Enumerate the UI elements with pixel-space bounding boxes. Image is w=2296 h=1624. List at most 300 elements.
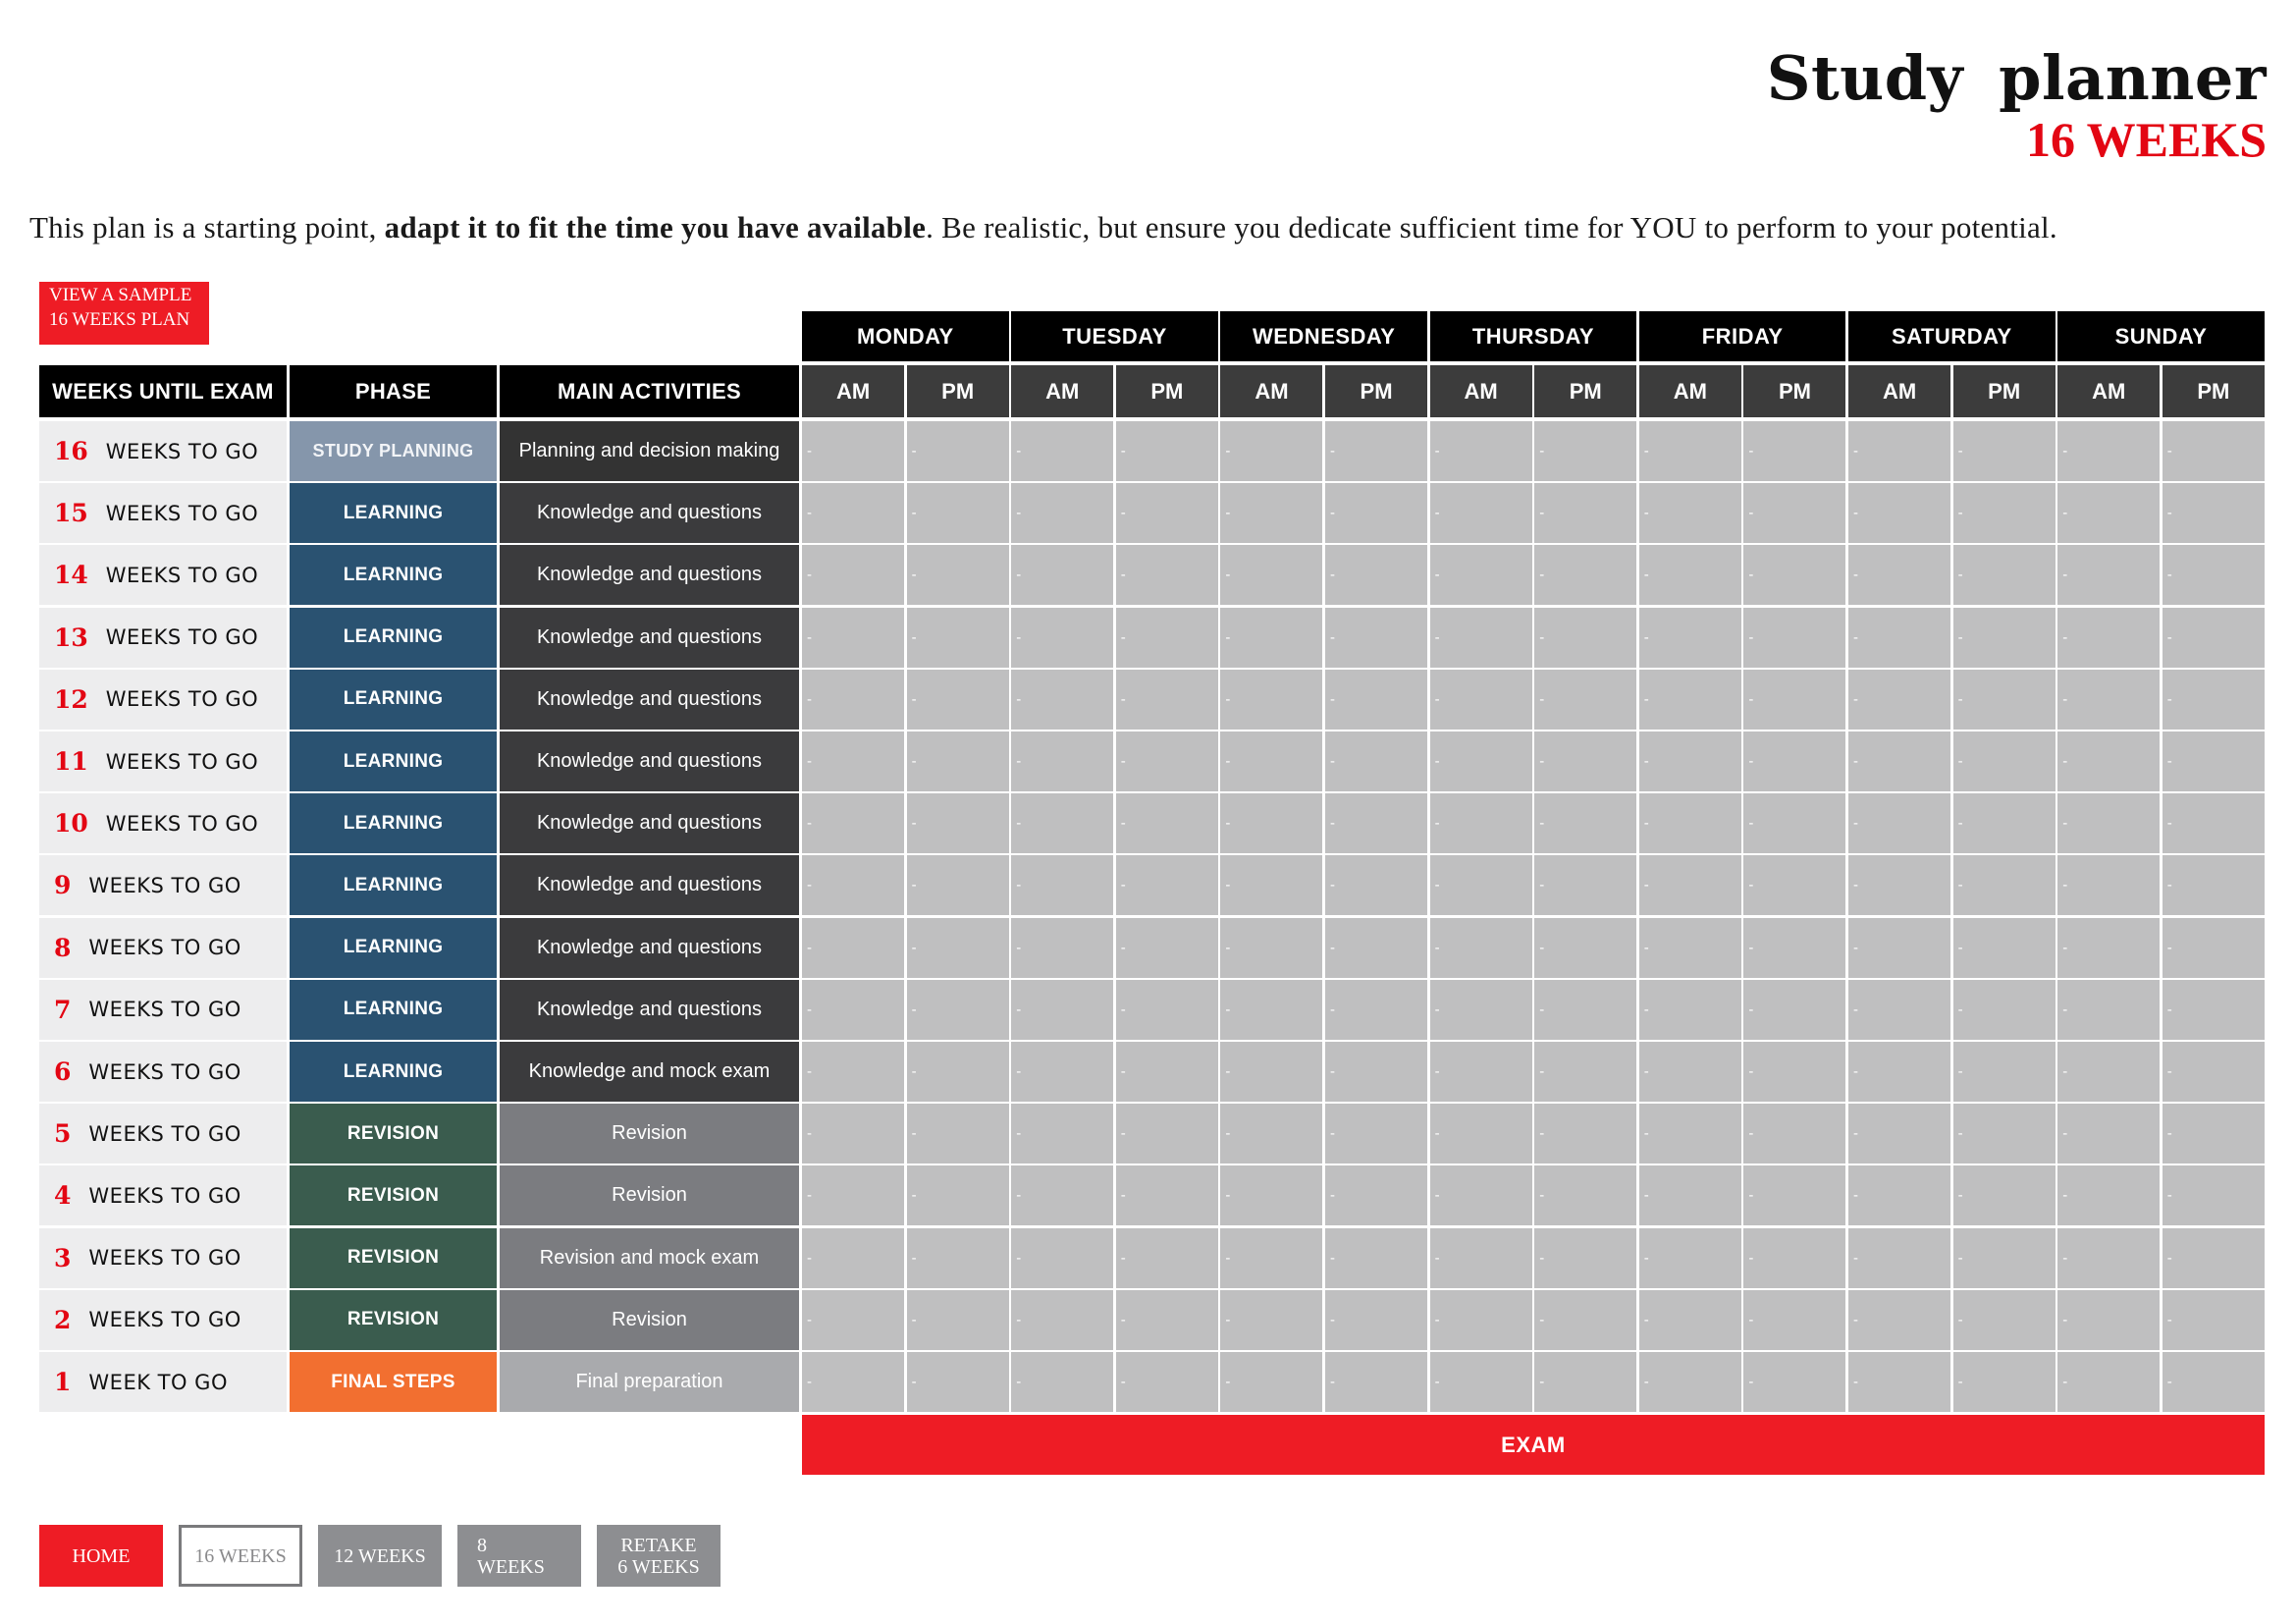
time-slot-input[interactable]: - [2163,1042,2265,1102]
time-slot-input[interactable]: - [1116,731,1218,791]
time-slot-input[interactable]: - [1534,918,1636,978]
time-slot-input[interactable]: - [1848,1290,1950,1350]
time-slot-input[interactable]: - [2163,545,2265,605]
time-slot-input[interactable]: - [1116,1104,1218,1164]
time-slot-input[interactable]: - [2163,483,2265,543]
activity-cell: Planning and decision making [500,421,799,481]
weeks-to-go-number: 13 [54,623,88,652]
time-slot-input[interactable]: - [2057,1104,2160,1164]
time-slot-input[interactable]: - [2057,793,2160,853]
week-row-label [39,545,287,605]
time-slot-input[interactable]: - [1325,421,1427,481]
time-slot-input[interactable]: - [2057,545,2160,605]
time-slot-input[interactable]: - [802,1042,904,1102]
weeks-to-go-label: WEEKS TO GO [88,998,241,1022]
time-slot-input[interactable]: - [1639,980,1741,1040]
time-slot-input[interactable]: - [1639,731,1741,791]
time-slot-input[interactable]: - [1011,731,1113,791]
time-slot-input[interactable]: - [1430,980,1532,1040]
time-slot-input[interactable]: - [802,1165,904,1225]
time-slot-input[interactable]: - [1220,1042,1322,1102]
time-slot-input[interactable]: - [2163,980,2265,1040]
time-slot-input[interactable]: - [1430,793,1532,853]
time-slot-input[interactable]: - [2057,855,2160,915]
time-slot-input[interactable]: - [1116,670,1218,730]
time-slot-input[interactable]: - [1743,670,1845,730]
time-slot-input[interactable]: - [1430,1352,1532,1412]
time-slot-input[interactable]: - [2163,1228,2265,1288]
intro-text [29,210,2277,245]
time-slot-input[interactable]: - [907,1042,1009,1102]
time-slot-input[interactable]: - [1011,793,1113,853]
time-slot-input[interactable]: - [1743,1352,1845,1412]
time-slot-input[interactable]: - [1325,731,1427,791]
time-slot-input[interactable]: - [1953,421,2056,481]
time-slot-input[interactable]: - [1848,1228,1950,1288]
time-slot-input[interactable]: - [1116,793,1218,853]
time-slot-input[interactable]: - [1116,1290,1218,1350]
time-slot-input[interactable]: - [1220,545,1322,605]
time-slot-input[interactable]: - [802,980,904,1040]
time-slot-input[interactable]: - [1011,608,1113,668]
weeks-to-go-number: 3 [54,1243,72,1272]
activity-cell: Knowledge and questions [500,545,799,605]
pm-header: PM [1116,365,1218,417]
time-slot-input[interactable]: - [1116,855,1218,915]
activity-cell: Knowledge and questions [500,483,799,543]
activity-cell: Knowledge and questions [500,980,799,1040]
time-slot-input[interactable]: - [2057,1352,2160,1412]
time-slot-input[interactable]: - [802,483,904,543]
time-slot-input[interactable]: - [1743,980,1845,1040]
time-slot-input[interactable]: - [907,608,1009,668]
phase-cell: LEARNING [290,545,497,605]
time-slot-input[interactable]: - [1325,1352,1427,1412]
time-slot-input[interactable]: - [1430,1165,1532,1225]
time-slot-input[interactable]: - [2057,421,2160,481]
activity-cell: Knowledge and questions [500,670,799,730]
time-slot-input[interactable]: - [1848,1042,1950,1102]
time-slot-input[interactable]: - [1534,1042,1636,1102]
pm-header: PM [1534,365,1636,417]
phase-cell: LEARNING [290,793,497,853]
time-slot-input[interactable]: - [1011,483,1113,543]
time-slot-input[interactable]: - [1848,855,1950,915]
time-slot-input[interactable]: - [1534,1290,1636,1350]
time-slot-input[interactable]: - [802,608,904,668]
time-slot-input[interactable]: - [1848,1165,1950,1225]
time-slot-input[interactable]: - [907,483,1009,543]
time-slot-input[interactable]: - [1430,731,1532,791]
time-slot-input[interactable]: - [1430,545,1532,605]
time-slot-input[interactable]: - [1325,855,1427,915]
time-slot-input[interactable]: - [2163,608,2265,668]
time-slot-input[interactable]: - [2057,670,2160,730]
time-slot-input[interactable]: - [1639,421,1741,481]
time-slot-input[interactable]: - [802,918,904,978]
time-slot-input[interactable]: - [1848,918,1950,978]
weeks-until-exam-header: WEEKS UNTIL EXAM [39,365,287,417]
time-slot-input[interactable]: - [1011,1165,1113,1225]
week-row-label [39,1352,287,1412]
time-slot-input[interactable]: - [1220,1104,1322,1164]
time-slot-input[interactable]: - [2163,793,2265,853]
title-block [1767,43,2267,167]
time-slot-input[interactable]: - [1011,1042,1113,1102]
time-slot-input[interactable]: - [907,793,1009,853]
time-slot-input[interactable]: - [2163,731,2265,791]
week-row-label [39,670,287,730]
weeks-to-go-label: WEEKS TO GO [88,1059,241,1084]
time-slot-input[interactable]: - [1953,670,2056,730]
time-slot-input[interactable]: - [1325,918,1427,978]
weeks-to-go-number: 10 [54,809,88,839]
exam-bar: EXAM [802,1415,2265,1475]
activity-cell: Revision [500,1290,799,1350]
time-slot-input[interactable]: - [1953,1165,2056,1225]
sample-button-line2: 16 WEEKS PLAN [49,309,190,330]
weeks-to-go-number: 1 [54,1368,72,1396]
time-slot-input[interactable]: - [1325,1042,1427,1102]
time-slot-input[interactable]: - [1953,731,2056,791]
time-slot-input[interactable]: - [1430,421,1532,481]
time-slot-input[interactable]: - [2057,1228,2160,1288]
time-slot-input[interactable]: - [1011,980,1113,1040]
nav-retake-line2: 6 WEEKS [617,1555,700,1578]
time-slot-input[interactable]: - [1639,1228,1741,1288]
time-slot-input[interactable]: - [907,1104,1009,1164]
time-slot-input[interactable]: - [1534,483,1636,543]
time-slot-input[interactable]: - [1011,1290,1113,1350]
time-slot-input[interactable]: - [1953,1352,2056,1412]
time-slot-input[interactable]: - [1220,918,1322,978]
time-slot-input[interactable]: - [1325,670,1427,730]
time-slot-input[interactable]: - [1848,545,1950,605]
time-slot-input[interactable]: - [1953,1104,2056,1164]
time-slot-input[interactable]: - [1639,855,1741,915]
time-slot-input[interactable]: - [2057,608,2160,668]
nav-12-weeks-button[interactable] [318,1525,442,1587]
time-slot-input[interactable]: - [1639,670,1741,730]
pm-header: PM [907,365,1009,417]
time-slot-input[interactable]: - [1220,1228,1322,1288]
time-slot-input[interactable]: - [1325,1290,1427,1350]
time-slot-input[interactable]: - [1534,1352,1636,1412]
time-slot-input[interactable]: - [1325,793,1427,853]
time-slot-input[interactable]: - [1011,1104,1113,1164]
week-row-label [39,793,287,853]
time-slot-input[interactable]: - [1953,1042,2056,1102]
time-slot-input[interactable]: - [907,421,1009,481]
time-slot-input[interactable]: - [1848,980,1950,1040]
time-slot-input[interactable]: - [1743,421,1845,481]
time-slot-input[interactable]: - [1011,918,1113,978]
time-slot-input[interactable]: - [1220,793,1322,853]
time-slot-input[interactable]: - [1848,1104,1950,1164]
time-slot-input[interactable]: - [1743,483,1845,543]
time-slot-input[interactable]: - [1011,855,1113,915]
time-slot-input[interactable]: - [907,1228,1009,1288]
time-slot-input[interactable]: - [2163,1290,2265,1350]
time-slot-input[interactable]: - [2057,918,2160,978]
main-activities-header: MAIN ACTIVITIES [500,365,799,417]
time-slot-input[interactable]: - [1430,855,1532,915]
time-slot-input[interactable]: - [1325,483,1427,543]
time-slot-input[interactable]: - [1743,1042,1845,1102]
time-slot-input[interactable]: - [1743,1228,1845,1288]
weeks-to-go-label: WEEKS TO GO [88,1183,241,1208]
time-slot-input[interactable]: - [1325,1165,1427,1225]
time-slot-input[interactable]: - [1534,670,1636,730]
time-slot-input[interactable]: - [1534,855,1636,915]
weeks-to-go-label: WEEKS TO GO [105,811,259,836]
time-slot-input[interactable]: - [1953,608,2056,668]
time-slot-input[interactable]: - [1116,421,1218,481]
time-slot-input[interactable]: - [907,918,1009,978]
sample-button-line1: VIEW A SAMPLE [49,285,192,305]
week-row-label [39,1042,287,1102]
time-slot-input[interactable]: - [1639,608,1741,668]
phase-cell: LEARNING [290,483,497,543]
phase-cell: LEARNING [290,731,497,791]
time-slot-input[interactable]: - [1534,1228,1636,1288]
nav-retake-6-weeks-button[interactable] [597,1525,721,1587]
week-row-label [39,1228,287,1288]
time-slot-input[interactable]: - [802,1228,904,1288]
time-slot-input[interactable]: - [1534,545,1636,605]
time-slot-input[interactable]: - [802,731,904,791]
am-header: AM [1430,365,1532,417]
time-slot-input[interactable]: - [1220,421,1322,481]
time-slot-input[interactable]: - [2057,1290,2160,1350]
time-slot-input[interactable]: - [1639,1352,1741,1412]
time-slot-input[interactable]: - [1953,545,2056,605]
time-slot-input[interactable]: - [1639,1165,1741,1225]
time-slot-input[interactable]: - [1220,1290,1322,1350]
time-slot-input[interactable]: - [1848,483,1950,543]
time-slot-input[interactable]: - [1953,483,2056,543]
weeks-to-go-number: 9 [54,871,72,900]
time-slot-input[interactable]: - [907,855,1009,915]
weeks-to-go-number: 2 [54,1305,72,1334]
time-slot-input[interactable]: - [1325,608,1427,668]
activity-cell: Revision and mock exam [500,1228,799,1288]
weeks-to-go-number: 11 [54,747,88,776]
time-slot-input[interactable]: - [2163,1104,2265,1164]
time-slot-input[interactable]: - [1220,483,1322,543]
time-slot-input[interactable]: - [2163,1352,2265,1412]
day-header-thursday: THURSDAY [1430,311,1637,361]
time-slot-input[interactable]: - [1325,1228,1427,1288]
time-slot-input[interactable]: - [1011,1352,1113,1412]
time-slot-input[interactable]: - [1953,855,2056,915]
time-slot-input[interactable]: - [1430,918,1532,978]
time-slot-input[interactable]: - [802,670,904,730]
time-slot-input[interactable]: - [1743,793,1845,853]
nav-8-weeks-line2: WEEKS [477,1556,545,1578]
time-slot-input[interactable]: - [1116,608,1218,668]
nav-8-weeks-button[interactable] [457,1525,581,1587]
time-slot-input[interactable]: - [907,545,1009,605]
activity-cell: Final preparation [500,1352,799,1412]
time-slot-input[interactable]: - [1534,1165,1636,1225]
time-slot-input[interactable]: - [802,421,904,481]
time-slot-input[interactable]: - [802,793,904,853]
time-slot-input[interactable]: - [1743,1165,1845,1225]
time-slot-input[interactable]: - [1534,793,1636,853]
time-slot-input[interactable]: - [1430,1290,1532,1350]
nav-retake-line1: RETAKE [620,1534,697,1556]
time-slot-input[interactable]: - [1639,545,1741,605]
nav-16-weeks-button[interactable] [179,1525,302,1587]
time-slot-input[interactable]: - [1743,1104,1845,1164]
time-slot-input[interactable]: - [1011,545,1113,605]
time-slot-input[interactable]: - [2057,980,2160,1040]
pm-header: PM [1953,365,2056,417]
time-slot-input[interactable]: - [1116,980,1218,1040]
activity-cell: Knowledge and questions [500,608,799,668]
time-slot-input[interactable]: - [1116,1042,1218,1102]
time-slot-input[interactable]: - [2163,670,2265,730]
time-slot-input[interactable]: - [1848,670,1950,730]
time-slot-input[interactable]: - [1953,793,2056,853]
time-slot-input[interactable]: - [802,545,904,605]
time-slot-input[interactable]: - [1430,670,1532,730]
day-header-tuesday: TUESDAY [1011,311,1218,361]
phase-cell: STUDY PLANNING [290,421,497,481]
time-slot-input[interactable]: - [2163,855,2265,915]
time-slot-input[interactable]: - [1848,421,1950,481]
weeks-to-go-number: 7 [54,995,72,1024]
time-slot-input[interactable]: - [1848,793,1950,853]
weeks-to-go-label: WEEKS TO GO [88,1308,241,1332]
day-header-monday: MONDAY [802,311,1009,361]
time-slot-input[interactable]: - [1430,608,1532,668]
time-slot-input[interactable]: - [2057,483,2160,543]
nav-home-button[interactable] [39,1525,163,1587]
time-slot-input[interactable]: - [1848,1352,1950,1412]
phase-cell: LEARNING [290,1042,497,1102]
am-header: AM [2057,365,2160,417]
time-slot-input[interactable]: - [1953,1290,2056,1350]
week-row-label [39,980,287,1040]
time-slot-input[interactable]: - [1116,918,1218,978]
time-slot-input[interactable]: - [1116,1165,1218,1225]
time-slot-input[interactable]: - [1116,545,1218,605]
time-slot-input[interactable]: - [1430,1042,1532,1102]
time-slot-input[interactable]: - [1639,793,1741,853]
time-slot-input[interactable]: - [1011,1228,1113,1288]
time-slot-input[interactable]: - [1848,608,1950,668]
time-slot-input[interactable]: - [1743,731,1845,791]
time-slot-input[interactable]: - [2163,1165,2265,1225]
weeks-to-go-label: WEEKS TO GO [105,749,259,774]
time-slot-input[interactable]: - [907,1165,1009,1225]
time-slot-input[interactable]: - [1534,608,1636,668]
activity-cell: Knowledge and questions [500,793,799,853]
time-slot-input[interactable]: - [1325,1104,1427,1164]
am-header: AM [1011,365,1113,417]
time-slot-input[interactable]: - [1639,483,1741,543]
time-slot-input[interactable]: - [1639,1104,1741,1164]
time-slot-input[interactable]: - [1639,918,1741,978]
time-slot-input[interactable]: - [1116,1228,1218,1288]
intro-bold: adapt it to fit the time you have available [384,210,927,244]
time-slot-input[interactable]: - [1220,670,1322,730]
time-slot-input[interactable]: - [1116,483,1218,543]
time-slot-input[interactable]: - [1953,918,2056,978]
time-slot-input[interactable]: - [1011,670,1113,730]
time-slot-input[interactable]: - [907,1290,1009,1350]
time-slot-input[interactable]: - [802,1104,904,1164]
time-slot-input[interactable]: - [1743,545,1845,605]
time-slot-input[interactable]: - [1534,421,1636,481]
time-slot-input[interactable]: - [1011,421,1113,481]
time-slot-input[interactable]: - [1743,1290,1845,1350]
time-slot-input[interactable]: - [2163,918,2265,978]
time-slot-input[interactable]: - [1534,1104,1636,1164]
time-slot-input[interactable]: - [1848,731,1950,791]
time-slot-input[interactable]: - [1325,980,1427,1040]
day-header-sunday: SUNDAY [2057,311,2265,361]
time-slot-input[interactable]: - [2163,421,2265,481]
time-slot-input[interactable]: - [1430,1228,1532,1288]
time-slot-input[interactable]: - [1430,483,1532,543]
time-slot-input[interactable]: - [1325,545,1427,605]
phase-header: PHASE [290,365,497,417]
weeks-to-go-number: 4 [54,1181,72,1211]
week-row-label [39,1104,287,1164]
weeks-to-go-label: WEEKS TO GO [105,625,259,650]
activity-cell: Knowledge and questions [500,855,799,915]
time-slot-input[interactable]: - [1743,608,1845,668]
time-slot-input[interactable]: - [1116,1352,1218,1412]
time-slot-input[interactable]: - [2057,731,2160,791]
weeks-to-go-label: WEEKS TO GO [88,936,241,960]
time-slot-input[interactable]: - [1220,980,1322,1040]
time-slot-input[interactable]: - [907,1352,1009,1412]
time-slot-input[interactable]: - [907,731,1009,791]
nav-home-label: HOME [72,1544,131,1567]
time-slot-input[interactable]: - [1534,731,1636,791]
activity-cell: Revision [500,1104,799,1164]
time-slot-input[interactable]: - [1639,1042,1741,1102]
time-slot-input[interactable]: - [1534,980,1636,1040]
time-slot-input[interactable]: - [802,855,904,915]
time-slot-input[interactable]: - [1430,1104,1532,1164]
time-slot-input[interactable]: - [2057,1042,2160,1102]
time-slot-input[interactable]: - [1953,1228,2056,1288]
time-slot-input[interactable]: - [907,980,1009,1040]
time-slot-input[interactable]: - [802,1352,904,1412]
time-slot-input[interactable]: - [1220,1352,1322,1412]
time-slot-input[interactable]: - [2057,1165,2160,1225]
time-slot-input[interactable]: - [1639,1290,1741,1350]
time-slot-input[interactable]: - [1220,855,1322,915]
time-slot-input[interactable]: - [1220,1165,1322,1225]
time-slot-input[interactable]: - [1220,731,1322,791]
pm-header: PM [1743,365,1845,417]
week-row-label [39,855,287,915]
time-slot-input[interactable]: - [1743,855,1845,915]
time-slot-input[interactable]: - [1953,980,2056,1040]
time-slot-input[interactable]: - [907,670,1009,730]
am-header: AM [1639,365,1741,417]
time-slot-input[interactable]: - [1220,608,1322,668]
am-header: AM [802,365,904,417]
time-slot-input[interactable]: - [1743,918,1845,978]
time-slot-input[interactable]: - [802,1290,904,1350]
